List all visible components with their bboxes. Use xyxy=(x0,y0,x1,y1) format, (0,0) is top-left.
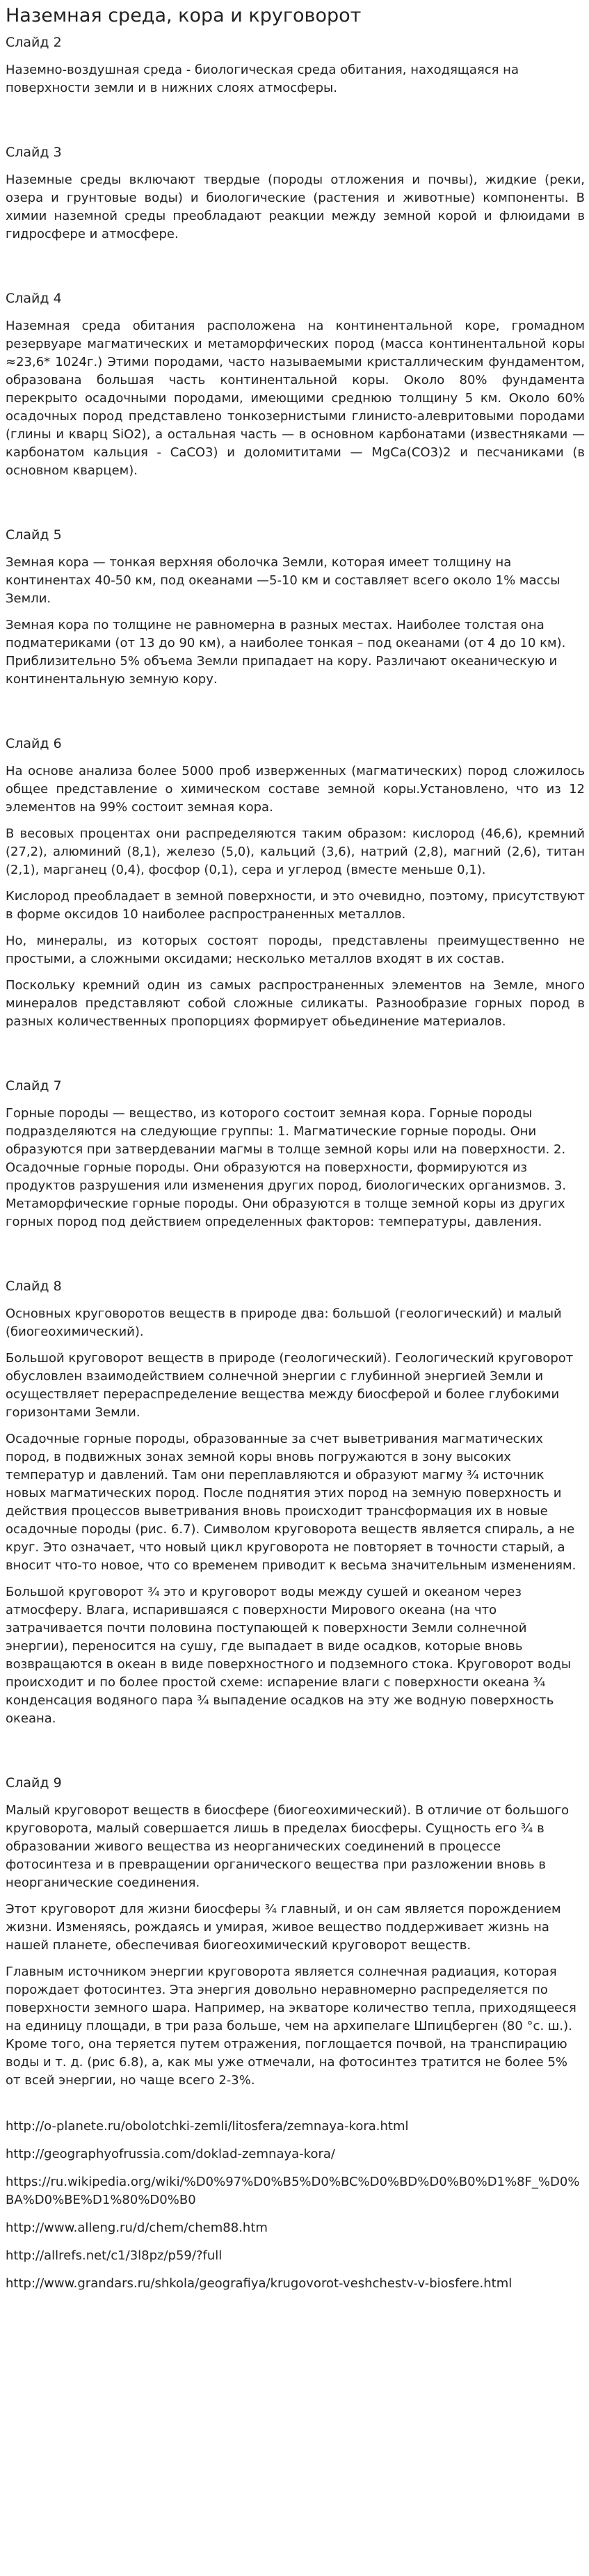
slide-6-section xyxy=(6,735,585,1031)
slide-label: Слайд 2 xyxy=(6,35,62,50)
source-link[interactable]: http://o-planete.ru/obolotchki-zemli/litosfera/zemnaya-kora.html xyxy=(6,2119,409,2134)
slide-label: Слайд 9 xyxy=(6,1775,62,1791)
paragraph: Большой круговорот веществ в природе (геологический). Геологический круговорот обусловлен взаимодействием солнечной энергии с глубинной энергией Земли и осуществляет перераспределение вещества между биосферой и более глубокими горизонтами Земли. xyxy=(6,1351,574,1420)
paragraph: Этот круговорот для жизни биосферы ¾ главный, и он сам является порождением жизни. Изменяясь, рождаясь и умирая, живое вещество поддерживает жизнь на нашей планете, обеспечивая биогеохимический круговорот веществ. xyxy=(6,1902,561,1953)
slide-2-section xyxy=(6,33,585,97)
slide-5-section xyxy=(6,526,585,689)
paragraph: Главным источником энергии круговорота является солнечная радиация, которая порождает фотосинтез. Эта энергия довольно неравномерно распределяется по поверхности земного шара. Например, на экваторе количество тепла, приходящееся на единицу площади, в три раза больше, чем на архипелаге Шпицберген (80 °с. ш.). Кроме того, она теряется путем отражения, поглощается почвой, на транспирацию воды и т. д. (рис 6.8), а, как мы уже отмечали, на фотосинтез тратится не более 5% от всей энергии, но чаще всего 2-3%. xyxy=(6,1965,576,2088)
slide-label: Слайд 5 xyxy=(6,527,62,543)
paragraph: Кислород преобладает в земной поверхности, и это очевидно, поэтому, присутствуют в форме оксидов 10 наиболее распространенных металлов. xyxy=(6,889,585,922)
paragraph: Наземная среда обитания расположена на континентальной коре, громадном резервуаре магматических и метаморфических пород (масса континентальной коры ≈23,6* 1024г.) Этими породами, часто называемыми кристаллическим фундаментом, образована большая часть континентальной коры. Около 80% фундамента перекрыто осадочными породами, имеющими среднюю толщину 5 км. Около 60% осадочных пород представлено тонкозернистыми глинисто-алевритовыми породами (глины и кварц SiO2), а остальная часть — в основном карбонатами (известняками — карбонатом кальция - CaCO3) и доломититами — MgCa(CO3)2 и песчаниками (в основном кварцем). xyxy=(6,319,585,478)
slide-label: Слайд 3 xyxy=(6,145,62,160)
paragraph: На основе анализа более 5000 проб изверженных (магматических) пород сложилось общее представление о химическом составе земной коры.Установлено, что из 12 элементов на 99% состоит земная кора. xyxy=(6,764,585,815)
paragraph: В весовых процентах они распределяются таким образом: кислород (46,6), кремний (27,2), алюминий (8,1), железо (5,0), кальций (3,6), натрий (2,8), магний (2,6), титан (2,1), марганец (0,4), фосфор (0,1), сера и углерод (вместе меньше 0,1). xyxy=(6,826,585,877)
paragraph: Малый круговорот веществ в биосфере (биогеохимический). В отличие от большого круговорота, малый совершается лишь в пределах биосферы. Сущность его ¾ в образовании живого вещества из неорганических соединений в процессе фотосинтеза и в превращении органического вещества при разложении вновь в неорганические соединения. xyxy=(6,1803,570,1890)
paragraph: Земная кора — тонкая верхняя оболочка Земли, которая имеет толщину на континентах 40-50 км, под океанами —5-10 км и составляет всего около 1% массы Земли. xyxy=(6,555,560,606)
source-links xyxy=(6,2118,585,2293)
paragraph: Наземные среды включают твердые (породы отложения и почвы), жидкие (реки, озера и грунтовые воды) и биологические (растения и животные) компоненты. В химии наземной среды преобладают реакции между земной корой и флюидами в гидросфере и атмосфере. xyxy=(6,173,585,241)
slide-label: Слайд 8 xyxy=(6,1279,62,1294)
slide-8-section xyxy=(6,1277,585,1728)
slide-label: Слайд 4 xyxy=(6,291,62,306)
source-link[interactable]: http://www.alleng.ru/d/chem/chem88.htm xyxy=(6,2221,268,2235)
source-link[interactable]: http://allrefs.net/c1/3l8pz/p59/?full xyxy=(6,2248,223,2263)
paragraph: Большой круговорот ¾ это и круговорот воды между сушей и океаном через атмосферу. Влага, испарившаяся с поверхности Мирового океана (на что затрачивается почти половина поступающей к поверхности Земли солнечной энергии), переносится на сушу, где выпадает в виде осадков, которые вновь возвращаются в океан в виде поверхностного и подземного стока. Круговорот воды происходит и по более простой схеме: испарение влаги с поверхности океана ¾ конденсация водяного пара ¾ выпадение осадков на эту же водную поверхность океана. xyxy=(6,1585,572,1726)
paragraph: Земная кора по толщине не равномерна в разных местах. Наиболее толстая она подматериками (от 13 до 90 км), а наиболее тонкая – под океанами (от 4 до 10 км). Приблизительно 5% объема Земли припадает на кору. Различают океаническую и континентальную земную кору. xyxy=(6,618,566,687)
page-title: Наземная среда, кора и круговорот xyxy=(6,5,362,26)
source-link[interactable]: https://ru.wikipedia.org/wiki/%D0%97%D0%B5%D0%BC%D0%BD%D0%B0%D1%8F_%D0%BA%D0%BE%D1%80%D0%B0 xyxy=(6,2175,580,2207)
paragraph: Основных круговоротов веществ в природе два: большой (геологический) и малый (биогеохимический). xyxy=(6,1306,562,1339)
slide-9-section xyxy=(6,1774,585,2090)
slide-4-section xyxy=(6,289,585,480)
paragraph: Но, минералы, из которых состоят породы, представлены преимущественно не простыми, а сложными оксидами; несколько металлов входят в их состав. xyxy=(6,934,585,966)
source-link[interactable]: http://www.grandars.ru/shkola/geografiya/krugovorot-veshchestv-v-biosfere.html xyxy=(6,2276,513,2291)
slide-label: Слайд 6 xyxy=(6,736,62,751)
slide-7-section xyxy=(6,1077,585,1231)
slide-label: Слайд 7 xyxy=(6,1078,62,1094)
paragraph: Осадочные горные породы, образованные за счет выветривания магматических пород, в подвижных зонах земной коры вновь погружаются в зону высоких температур и давлений. Там они переплавляются и образуют магму ¾ источник новых магматических пород. После поднятия этих пород на земную поверхность и действия процессов выветривания вновь происходит трансформация их в новые осадочные породы (рис. 6.7). Символом круговорота веществ является спираль, а не круг. Это означает, что новый цикл круговорота не повторяет в точности старый, а вносит что-то новое, что со временем приводит к весьма значительным изменениям. xyxy=(6,1432,576,1573)
slide-3-section xyxy=(6,143,585,243)
paragraph: Поскольку кремний один из самых распространенных элементов на Земле, много минералов представляют собой сложные силикаты. Разнообразие горных пород в разных количественных пропорциях формирует обьединение материалов. xyxy=(6,978,585,1029)
source-link[interactable]: http://geographyofrussia.com/doklad-zemnaya-kora/ xyxy=(6,2147,335,2161)
paragraph: Горные породы — вещество, из которого состоит земная кора. Горные породы подразделяются на следующие группы: 1. Магматические горные породы. Они образуются при затвердевании магмы в толще земной коры или на поверхности. 2. Осадочные горные породы. Они образуются на поверхности, формируются из продуктов разрушения или изменения других пород, биологических организмов. 3. Метаморфические горные породы. Они образуются в толще земной коры из других горных пород под действием определенных факторов: температуры, давления. xyxy=(6,1106,567,1229)
paragraph: Наземно-воздушная среда - биологическая среда обитания, находящаяся на поверхности земли и в нижних слоях атмосферы. xyxy=(6,63,519,95)
